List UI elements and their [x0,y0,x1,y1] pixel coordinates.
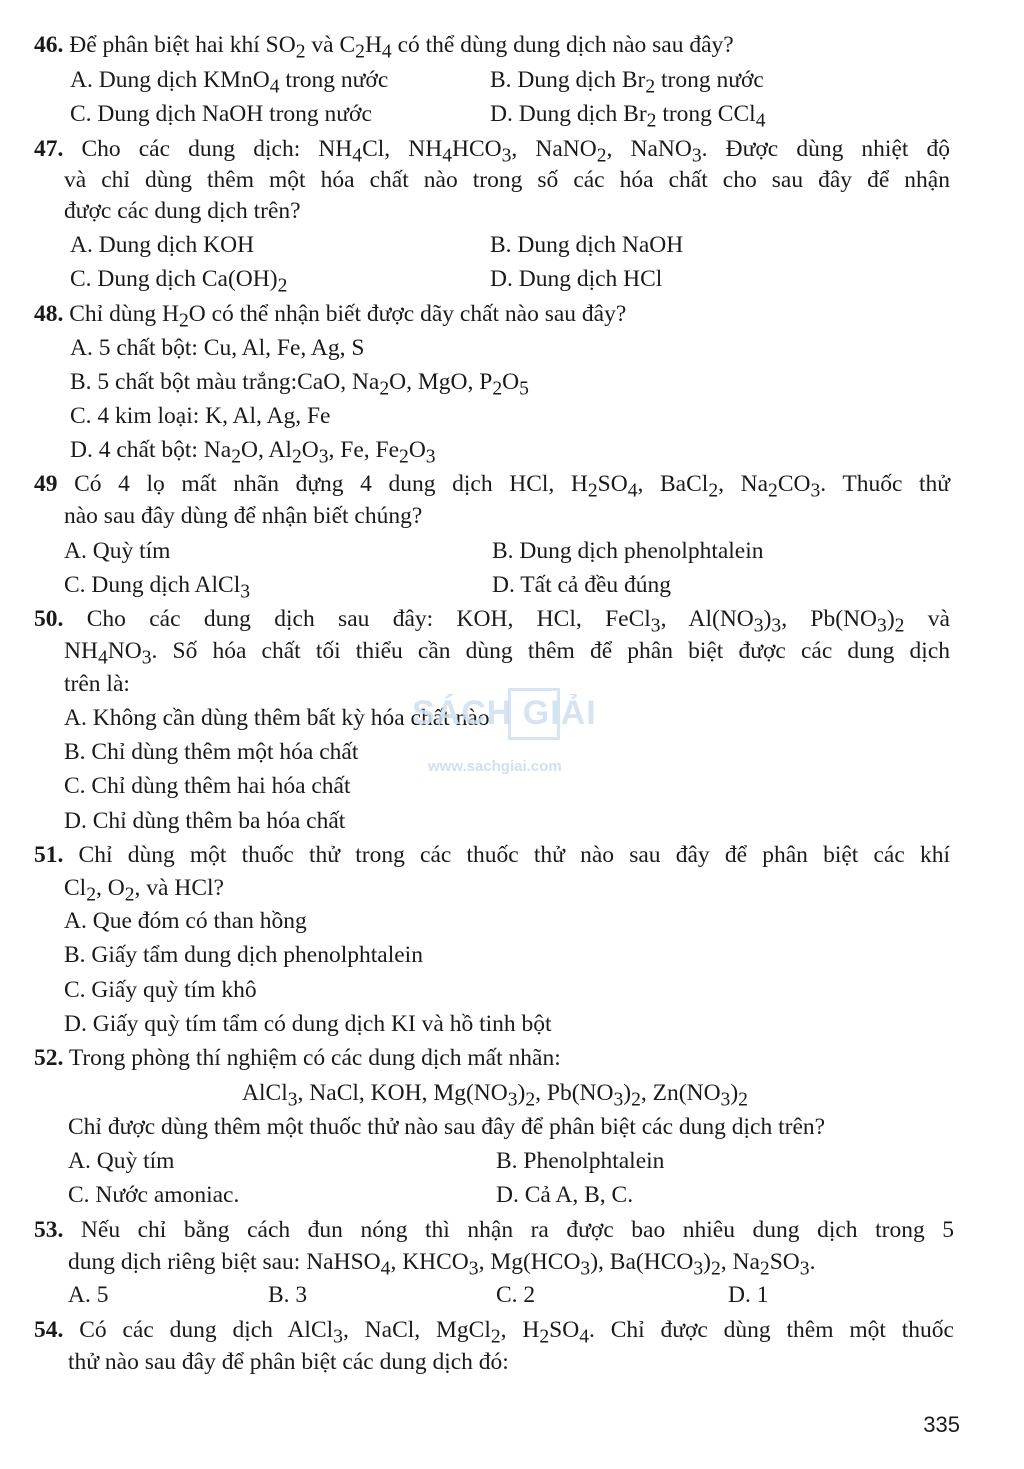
question-number: 47. [34,136,64,162]
question-text: Có các dung dịch AlCl$_3$, NaCl, MgCl$_2$, $H_2SO_4$. Chỉ được dùng thêm một thuốc [63,1317,954,1348]
option-b: B. Phenolphtalein [496,1148,665,1174]
option-b: B. Giấy tẩm dung dịch phenolphtalein [64,942,423,968]
option-d: D. Giấy quỳ tím tẩm có dung dịch KI và hồ tinh bột [64,1011,552,1037]
question-number: 48. [34,301,64,327]
option-c: C. Dung dịch AlCl$_3$ [64,572,251,603]
question-number: 53. [34,1217,64,1243]
option-a: A. Dung dịch KOH [70,232,255,258]
option-c: C. Dung dịch NaOH trong nước [70,101,372,127]
question-52 [34,1043,561,1073]
question-text: trên là: [64,671,130,697]
option-a: A. Quỳ tím [64,538,171,564]
option-c: C. Chỉ dùng thêm hai hóa chất [64,773,351,799]
question-number: 50. [34,606,64,632]
question-text: Chỉ được dùng thêm một thuốc thử nào sau đây để phân biệt các dung dịch trên? [68,1114,826,1140]
formula-list: AlCl$_3$, NaCl, KOH, $Mg(NO_3)_2$, $Pb(NO_3)_2$, $Zn(NO_3)_2$ [242,1080,748,1111]
option-a: A. Quỳ tím [68,1148,175,1174]
question-number: 54. [34,1317,64,1343]
question-text: dung dịch riêng biệt sau: NaHSO$_4$, $KHCO_3$, $Mg(HCO_3)$, $Ba(HCO_3)_2$, $Na_2SO_3$. [68,1249,816,1280]
option-b: B. 3 [268,1282,308,1308]
option-d: D. Tất cả đều đúng [492,572,672,598]
question-text: và chỉ dùng thêm một hóa chất nào trong số các hóa chất cho sau đây để nhận [64,167,950,193]
question-number: 51. [34,842,64,868]
question-text: Cho các dung dịch sau đây: KOH, HCl, FeCl$_3$, $Al(NO_3)_3$, $Pb(NO_3)_2$ và [63,606,950,637]
option-c: C. Dung dịch $Ca(OH)_2$ [70,266,288,297]
option-d: D. 1 [728,1282,769,1308]
watermark-logo-frame [508,688,560,740]
question-text: Trong phòng thí nghiệm có các dung dịch mất nhãn: [63,1045,561,1071]
question-text: được các dung dịch trên? [64,198,301,224]
question-number: 49 [34,471,58,497]
option-c: C. Giấy quỳ tím khô [64,977,257,1003]
question-text: Chỉ dùng một thuốc thử trong các thuốc thử nào sau đây để phân biệt các khí [63,842,950,868]
option-b: B. Chỉ dùng thêm một hóa chất [64,739,359,765]
question-text: $Cl_2$, $O_2$, và HCl? [64,875,224,906]
option-d: D. Chỉ dùng thêm ba hóa chất [64,808,346,834]
option-a: A. Dung dịch KMnO$_4$ trong nước [70,67,389,98]
option-a: A. 5 chất bột: Cu, Al, Fe, Ag, S [70,335,365,361]
question-46 [34,30,734,68]
option-c: C. 2 [496,1282,536,1308]
option-b: B. Dung dịch phenolphtalein [492,538,764,564]
question-text: Chỉ dùng $H_2O$ có thể nhận biết được dãy chất nào sau đây? [63,301,627,332]
option-d: D. Dung dịch $Br_2$ trong CCl$_4$ [490,101,766,132]
option-a: A. Que đóm có than hồng [64,908,307,934]
option-c: C. Nước amoniac. [68,1182,240,1208]
page-number: 335 [923,1412,960,1437]
question-text: nào sau đây dùng để nhận biết chúng? [64,503,423,529]
question-text: thử nào sau đây để phân biệt các dung dịch đó: [68,1349,509,1375]
question-number: 52. [34,1045,64,1071]
option-d: D. 4 chất bột: $Na_2O$, $Al_2O_3$, Fe, $Fe_2O_3$ [70,437,436,468]
option-b: B. Dung dịch $Br_2$ trong nước [490,67,764,98]
watermark-url: www.sachgiai.com [428,758,562,775]
question-48 [34,299,626,337]
option-d: D. Dung dịch HCl [490,266,663,292]
question-number: 46. [34,32,64,58]
option-d: D. Cả A, B, C. [496,1182,634,1208]
question-text: Để phân biệt hai khí $SO_2$ và $C_2H_4$ có thể dùng dung dịch nào sau đây? [63,32,734,63]
option-c: C. 4 kim loại: K, Al, Ag, Fe [70,403,331,429]
option-b: B. Dung dịch NaOH [490,232,684,258]
question-text: Cho các dung dịch: $NH_4Cl$, $NH_4HCO_3$, NaNO$_2$, NaNO$_3$. Được dùng nhiệt độ [63,136,951,167]
option-a: A. 5 [68,1282,109,1308]
watermark-logo-text: SÁCH GIẢI [412,694,597,732]
question-51 [34,840,950,870]
question-text: $NH_4NO_3$. Số hóa chất tối thiểu cần dùng thêm để phân biệt được các dung dịch [64,638,950,669]
option-b: B. 5 chất bột màu trắng:CaO, $Na_2O$, MgO, $P_2O_5$ [70,369,529,400]
question-53 [34,1215,954,1245]
question-text: Có 4 lọ mất nhãn đựng 4 dung dịch HCl, $H_2SO_4$, BaCl$_2$, $Na_2CO_3$. Thuốc thử [57,471,951,502]
option-a: A. Không cần dùng thêm bất kỳ hóa chất nào [64,705,490,731]
question-text: Nếu chỉ bằng cách đun nóng thì nhận ra được bao nhiêu dung dịch trong 5 [63,1217,954,1243]
